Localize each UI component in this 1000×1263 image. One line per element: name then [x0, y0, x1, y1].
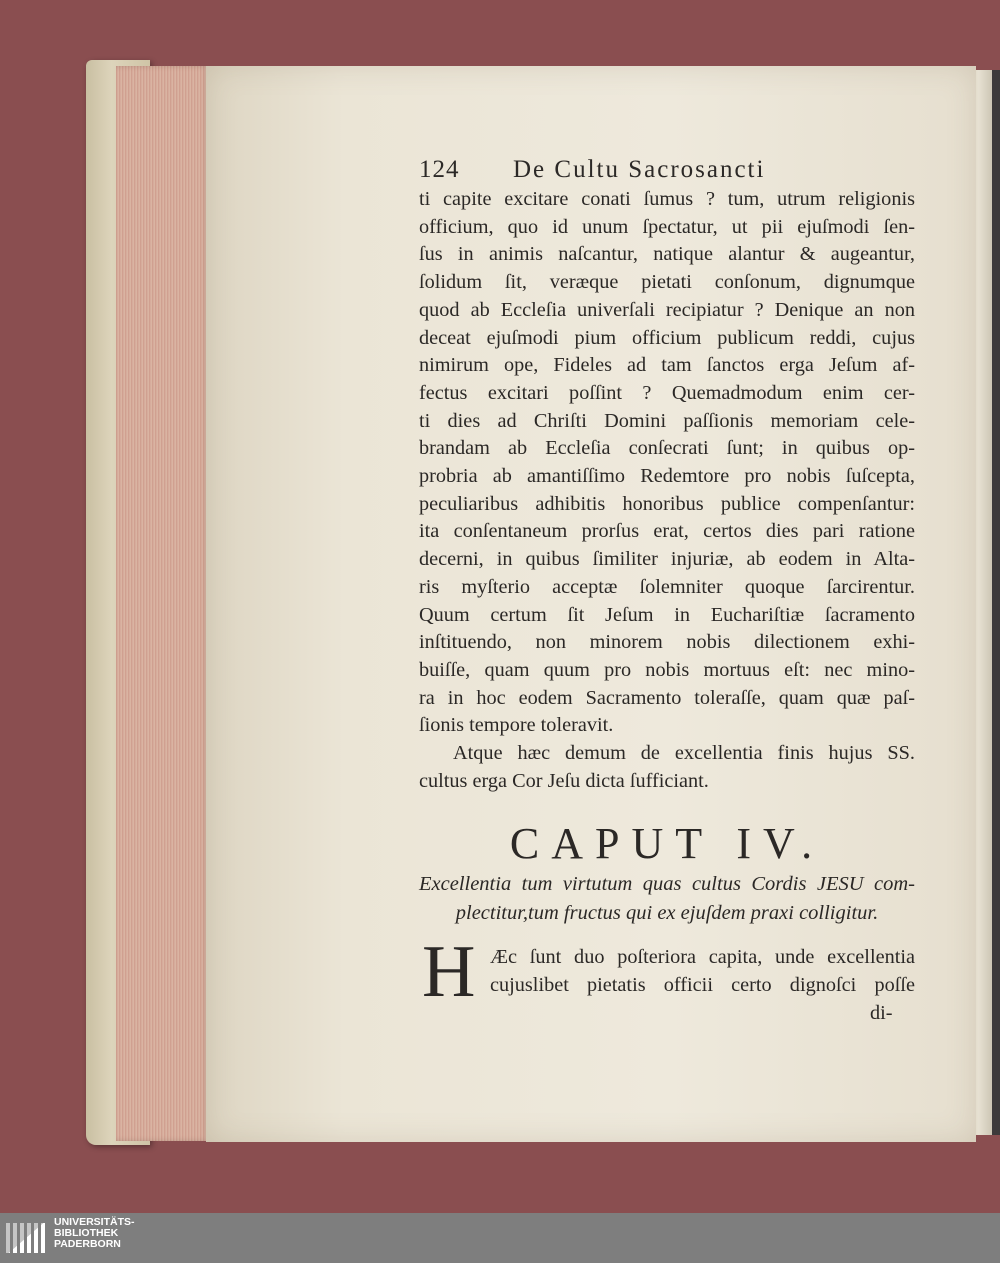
running-title: De Cultu Sacrosancti — [513, 156, 766, 183]
text-line: decerni, in quibus ſimiliter injuriæ, ab eodem in Alta- — [419, 548, 915, 571]
chapter-subtitle — [419, 870, 915, 928]
page-number: 124 — [419, 156, 460, 183]
text-line: nimirum ope, Fideles ad tam ſanctos erga Jeſum af- — [419, 354, 915, 377]
text-line: fectus excitari poſſint ? Quemadmodum enim cer- — [419, 381, 915, 404]
text-line: ti capite excitare conati ſumus ? tum, utrum religionis — [419, 188, 915, 210]
text-line: brandam ab Eccleſia conſecrati ſunt; in quibus op- — [419, 437, 915, 460]
text-line: ti dies ad Chriſti Domini paſſionis memoriam cele- — [419, 409, 915, 432]
page-edges — [116, 66, 210, 1141]
text-line: deceat ejuſmodi pium officium publicum reddi, cujus — [419, 326, 915, 349]
logo-line: UNIVERSITÄTS- — [54, 1216, 135, 1228]
body-text — [419, 186, 915, 795]
text-line: Quum certum ſit Jeſum in Euchariſtiæ ſacramento — [419, 603, 915, 626]
subtitle-line: Excellentia tum virtutum quas cultus Cordis JESU com- — [419, 873, 915, 895]
text-line: peculiaribus adhibitis honoribus publice compenſantur: — [419, 492, 915, 515]
drop-cap: H — [422, 931, 476, 1013]
library-footer-bar — [0, 1213, 1000, 1263]
text-line: inſtituendo, non minorem nobis dilectionem exhi- — [419, 631, 915, 654]
logo-line: BIBLIOTHEK — [54, 1227, 119, 1239]
text-line: ſus in animis naſcantur, natique alantur & augeantur, — [419, 243, 915, 266]
text-line: ra in hoc eodem Sacramento toleraſſe, quam quæ paſ- — [419, 686, 915, 709]
logo-line: PADERBORN — [54, 1238, 121, 1250]
library-logo-text — [54, 1217, 135, 1250]
text-line: Æc ſunt duo poſteriora capita, unde excellentia — [490, 946, 915, 968]
text-line: probria ab amantiſſimo Redemtore pro nobis ſuſcepta, — [419, 465, 915, 488]
text-line: officium, quo id unum ſpectatur, ut pii ejuſmodi ſen- — [419, 215, 915, 238]
text-line: Atque hæc demum de excellentia finis hujus SS. — [453, 742, 915, 765]
text-line: buiſſe, quam quum pro nobis mortuus eſt: nec mino- — [419, 658, 915, 681]
library-logo-icon — [4, 1219, 48, 1257]
running-header — [419, 156, 924, 186]
paragraph-text — [490, 944, 915, 999]
catchword: di- — [870, 1002, 893, 1024]
text-line: cultus erga Cor Jeſu dicta ſufficiant. — [419, 769, 709, 792]
text-line: cujuslibet pietatis officii certo dignoſci poſſe — [490, 973, 915, 996]
subtitle-line: plectitur,tum fructus qui ex ejuſdem praxi colligitur. — [455, 902, 879, 924]
chapter-heading: CAPUT IV. — [509, 819, 825, 868]
text-line: ſolidum ſit, veræque pietati conſonum, dignumque — [419, 271, 915, 294]
text-line: ita conſentaneum prorſus erat, certos dies pari ratione — [419, 520, 915, 543]
text-line: ſionis tempore toleravit. — [419, 714, 614, 737]
text-line: ris myſterio acceptæ ſolemniter quoque ſarcirentur. — [419, 575, 915, 598]
text-line: quod ab Eccleſia univerſali recipiatur ? Denique an non — [419, 298, 915, 321]
